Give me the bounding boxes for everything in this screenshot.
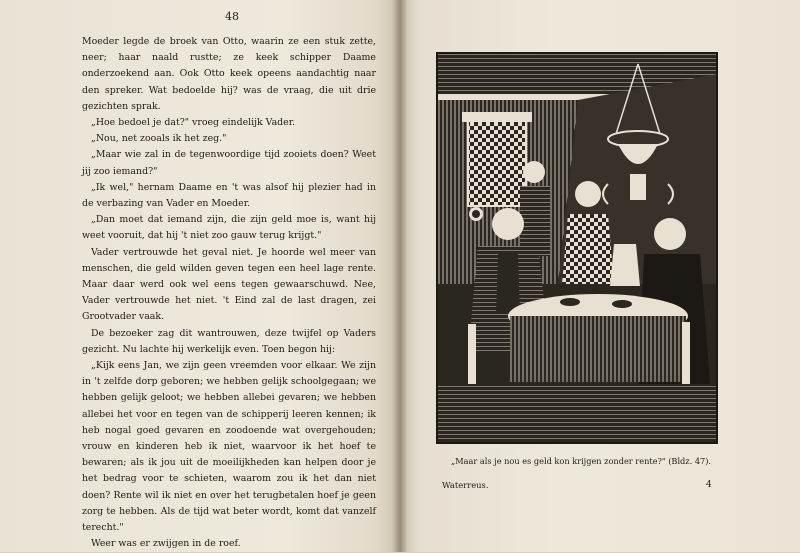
paragraph: Vader vertrouwde het geval niet. Je hoorde wel meer van menschen, die geld wilden geven tegen een heel lage rente. Maar daar werd ook wel eens tegen gewaarschuwd. Nee, Vader vertrouwde het niet. 't Eind zal de last dragen, zei Grootvader vaak. — [82, 246, 376, 323]
paragraph: „Kijk eens Jan, we zijn geen vreemden voor elkaar. We zijn in 't zelfde dorp geboren; we hebben gelijk schoolgegaan; we hebben gelijk geloot; we hebben allebei gevaren; we hebben allebei het voor en tegen van de schipperij leeren kennen; ik heb nogal goed gevaren en zoodoende wat overgehouden; vrouw en kinderen heb ik niet, waarvoor ik het hoef te bewaren; als ik jou uit de moeilijkheden kan helpen door je het bedrag voor te schieten, waarom zou ik het dan niet doen? Rente wil ik niet en over het terugbetalen hoef je geen zorg te hebben. Als de tijd wat beter wordt, komt dat vanzelf terecht." — [82, 360, 376, 534]
book-gutter — [392, 0, 408, 552]
left-page — [0, 0, 400, 552]
paragraph: Weer was er zwijgen in de roef. — [91, 538, 241, 550]
illustration-caption: „Maar als je nou es geld kon krijgen zonder rente?" (Bldz. 47). — [450, 456, 712, 466]
paragraph: „Hoe bedoel je dat?" vroeg eindelijk Vader. — [91, 117, 296, 129]
paragraph: „Dan moet dat iemand zijn, die zijn geld moe is, want hij weet vooruit, dat hij 't niet zoo gauw terug krijgt." — [82, 214, 376, 242]
right-page — [400, 0, 800, 552]
footer-signature-number: 4 — [706, 480, 712, 490]
illustration-drawing — [438, 54, 716, 442]
paragraph: „Nou, net zooals ik het zeg." — [91, 133, 227, 145]
paragraph: „Ik wel," hernam Daame en 't was alsof hij plezier had in de verbazing van Vader en Moeder. — [82, 181, 376, 210]
paragraph: De bezoeker zag dit wantrouwen, deze twijfel op Vaders gezicht. Nu lachte hij werkelijk even. Toen begon hij: — [82, 327, 376, 355]
woodcut-illustration — [436, 52, 718, 444]
footer-book-title: Waterreus. — [442, 480, 489, 490]
paragraph: Moeder legde de broek van Otto, waarin ze een stuk zette, neer; haar naald rustte; ze keek schipper Daame onderzoekend aan. Ook Otto keek opeens aandachtig naar den spreker. Wat bedoelde hij? was de vraag, die uit drie gezichten sprak. — [82, 36, 376, 112]
page-number-top: 48 — [225, 10, 239, 23]
paragraph: „Maar wie zal in de tegenwoordige tijd zooiets doen? Weet jij zoo iemand?" — [82, 149, 376, 177]
